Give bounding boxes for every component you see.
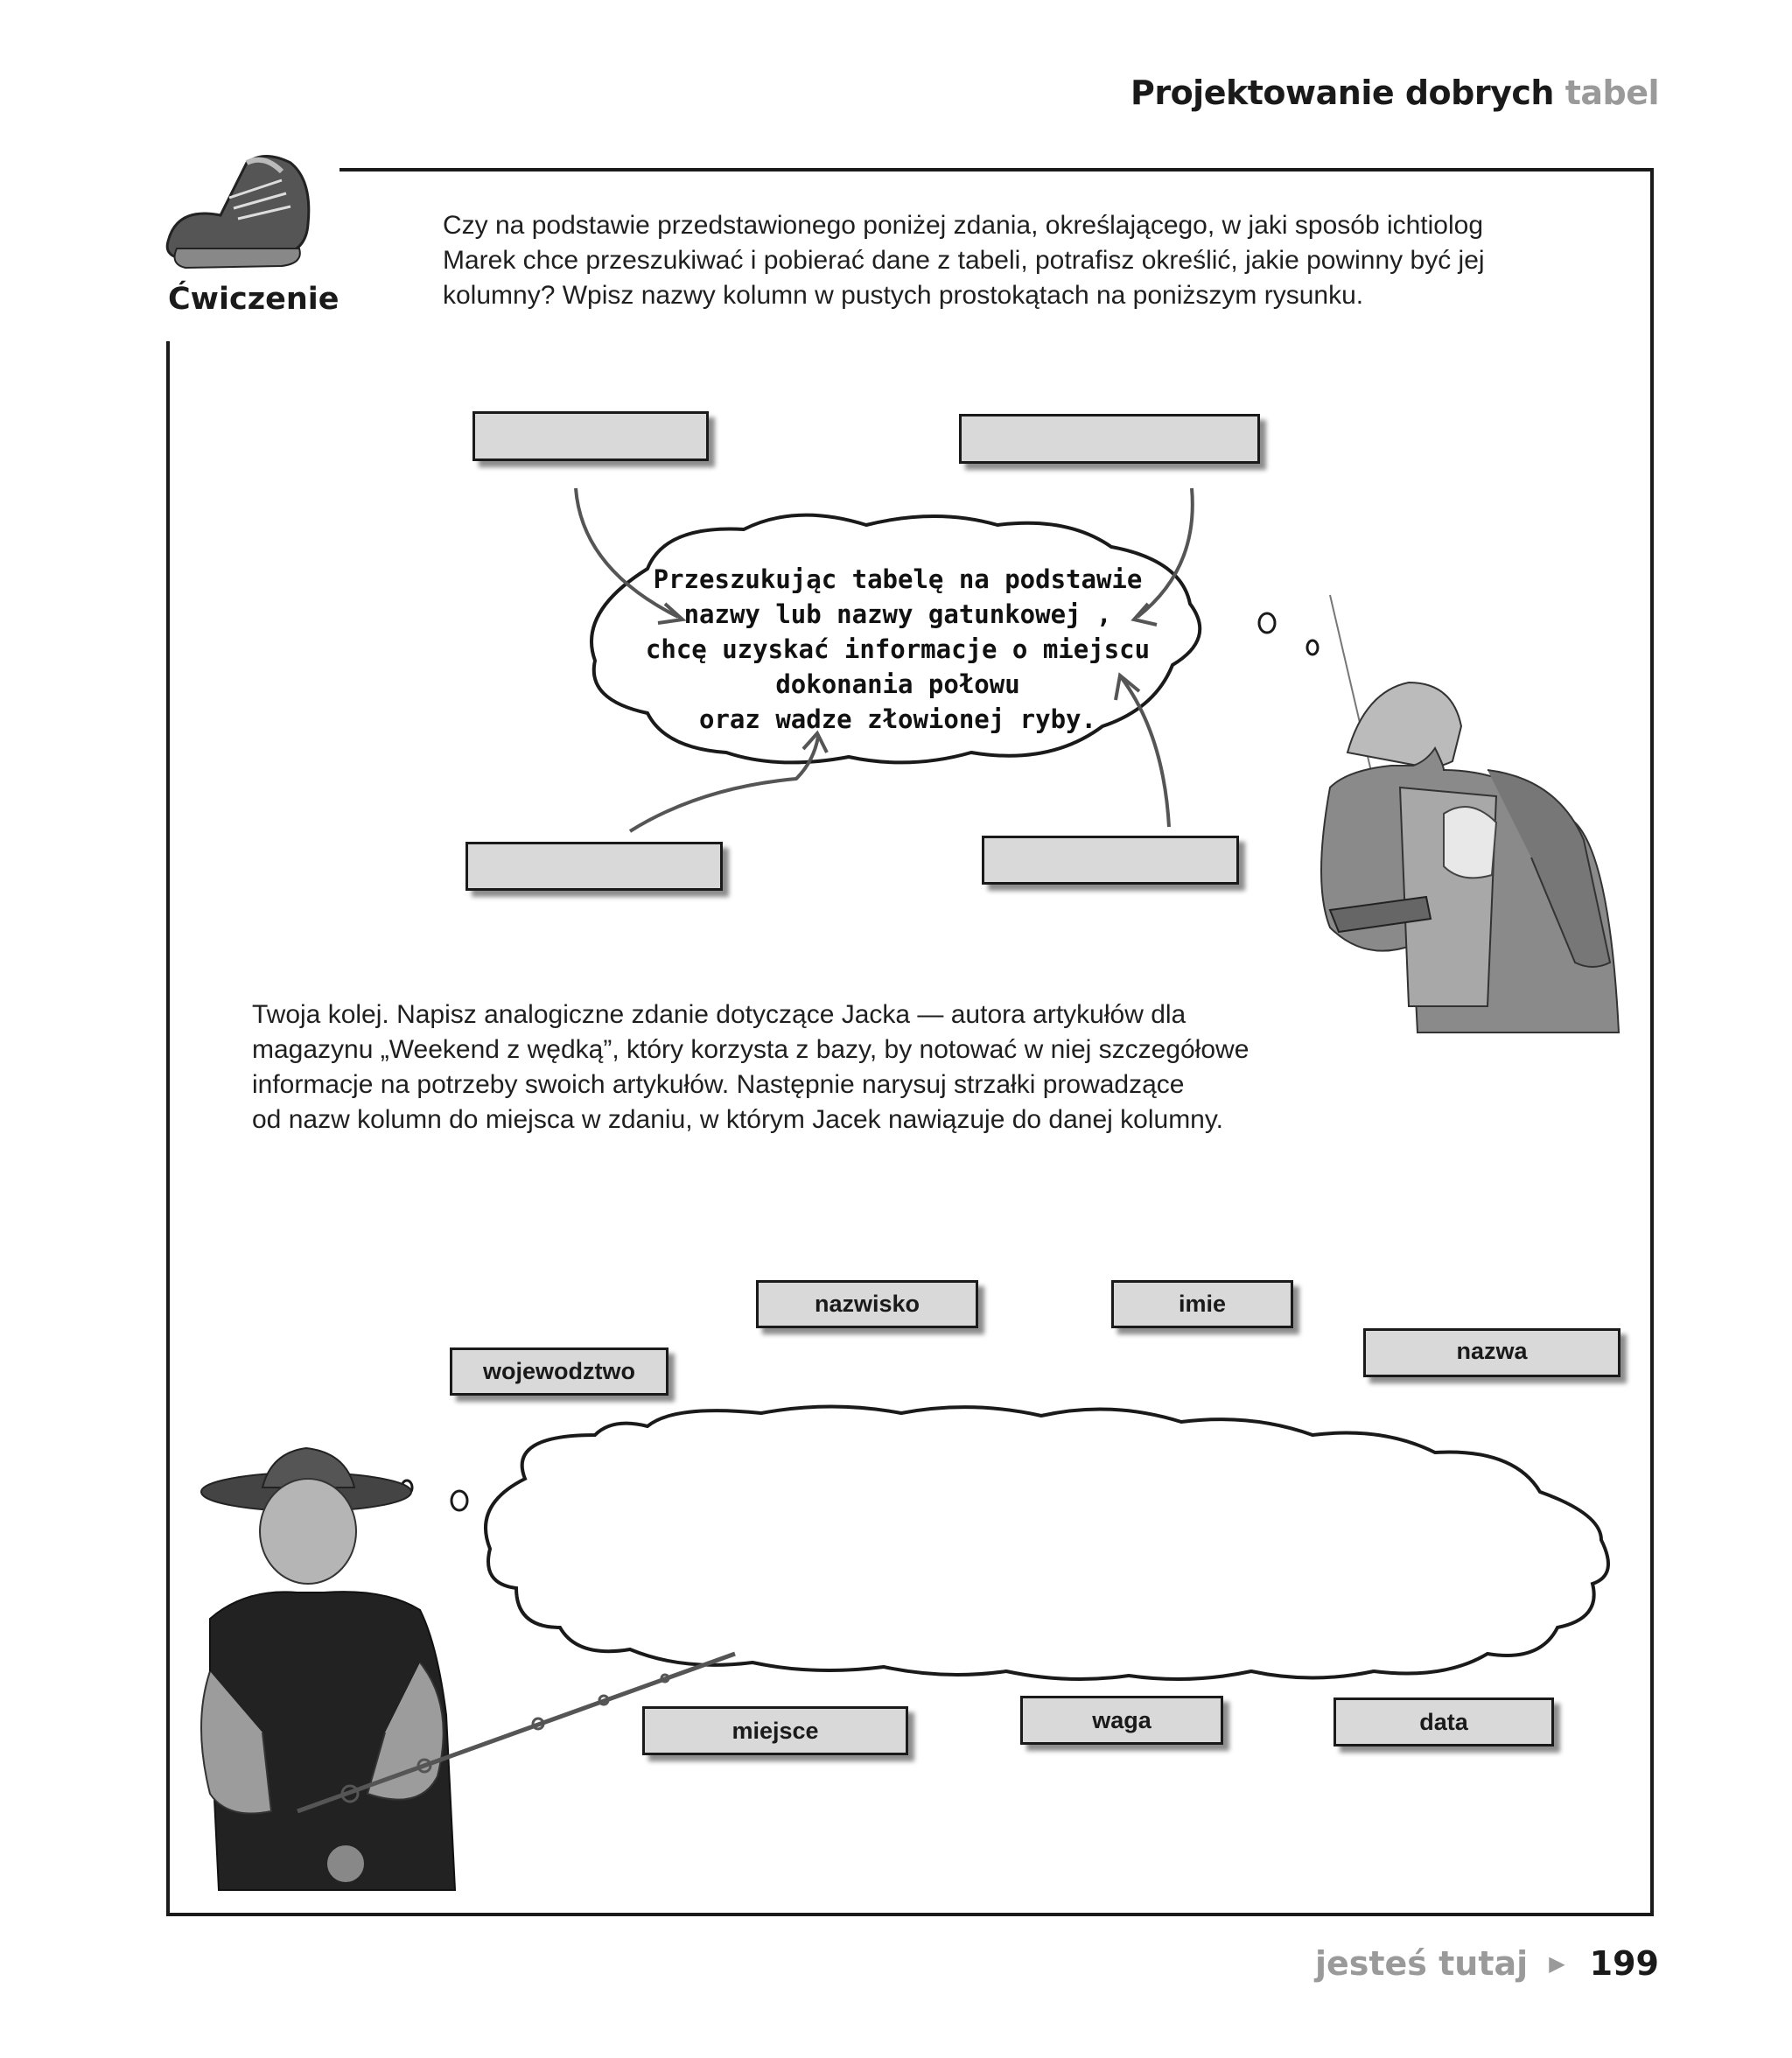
- thought-line: Przeszukując tabelę na podstawie: [653, 564, 1143, 594]
- instruction-line: Twoja kolej. Napisz analogiczne zdanie dotyczące Jacka — autora artykułów dla: [252, 1000, 1186, 1029]
- blank-column-box[interactable]: [472, 411, 709, 461]
- instruction-line: Czy na podstawie przedstawionego poniżej zdania, określającego, w jaki sposób ichtiolog: [443, 211, 1484, 240]
- second-task-instructions: [252, 998, 1250, 1138]
- page-footer: [1315, 1944, 1659, 1983]
- fisherman-photo: [1321, 595, 1619, 1032]
- exercise-label: Ćwiczenie: [168, 282, 340, 317]
- thought-line: oraz wadze złowionej ryby.: [699, 704, 1096, 734]
- instruction-line: magazynu „Weekend z wędką”, który korzysta z bazy, by notować w niej szczegółowe: [252, 1035, 1250, 1064]
- blank-column-box[interactable]: [959, 414, 1260, 464]
- thought-cloud-text: [618, 562, 1178, 737]
- column-box-waga[interactable]: waga: [1020, 1696, 1223, 1745]
- footer-label: jesteś tutaj: [1314, 1944, 1529, 1983]
- column-box-nazwa[interactable]: nazwa: [1363, 1328, 1620, 1377]
- triangle-right-icon: ▶: [1549, 1951, 1565, 1976]
- answer-thought-area[interactable]: [560, 1470, 1566, 1645]
- thought-line: dokonania połowu: [775, 669, 1020, 699]
- header-title-dark: Projektowanie dobrych: [1130, 74, 1554, 112]
- column-box-wojewodztwo[interactable]: wojewodztwo: [450, 1348, 668, 1396]
- instruction-line: Marek chce przeszukiwać i pobierać dane z tabeli, potrafisz określić, jakie powinny być jej: [443, 246, 1485, 275]
- thought-bubble-dot: [1307, 640, 1318, 654]
- blank-column-box[interactable]: [982, 836, 1239, 885]
- thought-line: nazwy lub nazwy gatunkowej ,: [683, 599, 1112, 629]
- instruction-line: od nazw kolumn do miejsca w zdaniu, w którym Jacek nawiązuje do danej kolumny.: [252, 1105, 1223, 1134]
- blank-column-box[interactable]: [466, 842, 723, 891]
- page-number: 199: [1589, 1944, 1659, 1983]
- instruction-line: kolumny? Wpisz nazwy kolumn w pustych prostokątach na poniższym rysunku.: [443, 281, 1364, 310]
- thought-line: chcę uzyskać informacje o miejscu: [645, 634, 1151, 664]
- thought-bubble-dot: [452, 1491, 467, 1510]
- header-title-light: tabel: [1564, 74, 1659, 112]
- column-box-data[interactable]: data: [1334, 1698, 1554, 1746]
- thought-bubble-dot: [1259, 613, 1275, 633]
- instruction-line: informacje na potrzeby swoich artykułów. Następnie narysuj strzałki prowadzące: [252, 1070, 1185, 1099]
- column-box-imie[interactable]: imie: [1111, 1280, 1293, 1328]
- column-box-nazwisko[interactable]: nazwisko: [756, 1280, 978, 1328]
- column-box-miejsce[interactable]: miejsce: [642, 1706, 908, 1755]
